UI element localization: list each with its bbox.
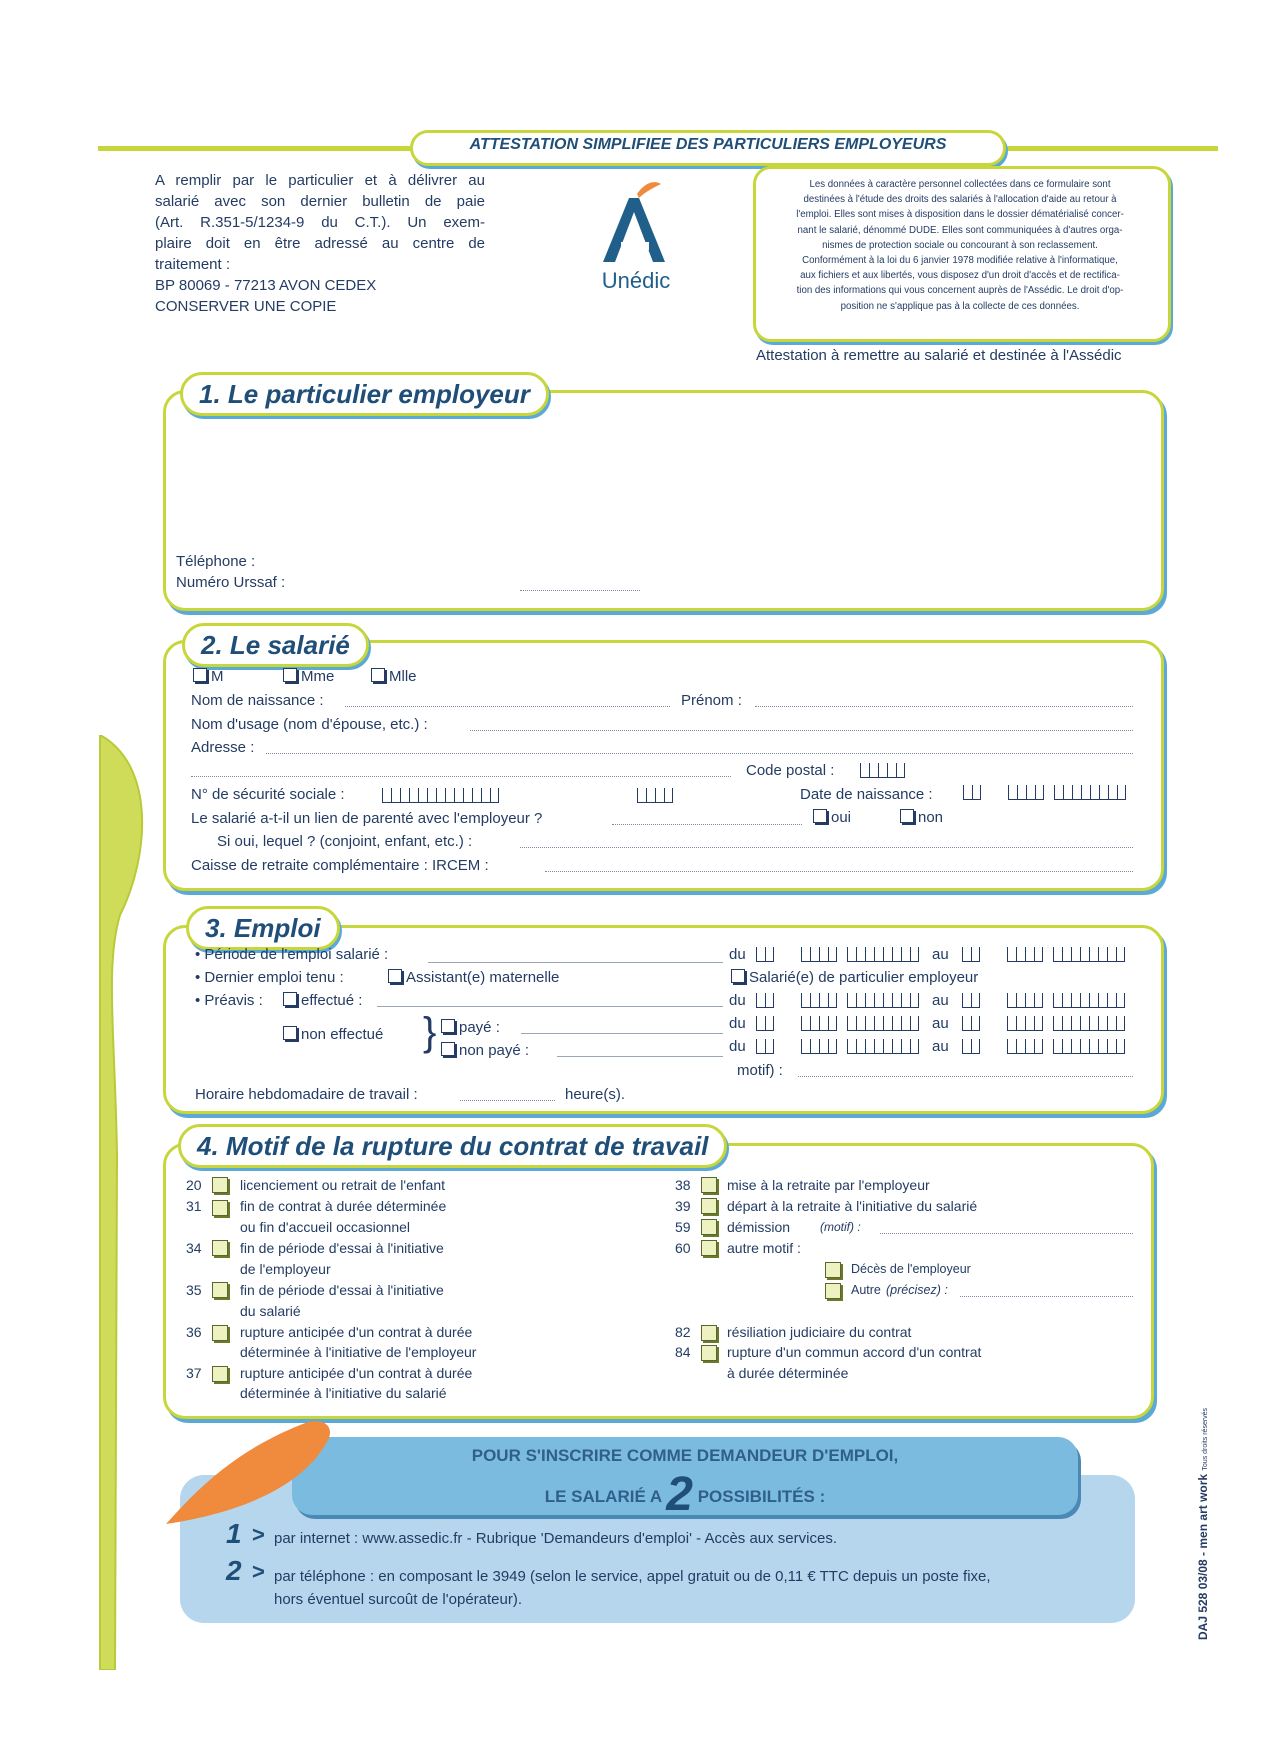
reason-39-label: départ à la retraite à l'initiative du salarié xyxy=(727,1198,978,1214)
code-59: 59 xyxy=(675,1219,691,1235)
row4-from: du xyxy=(729,1038,746,1055)
birth-date-day[interactable] xyxy=(963,785,981,800)
row3-from: du xyxy=(729,1015,746,1032)
pension-line xyxy=(545,871,1133,872)
privacy-line: Les données à caractère personnel collectées dans ce formulaire sont xyxy=(809,179,1111,190)
unpaid-from[interactable] xyxy=(756,1039,774,1054)
code-84: 84 xyxy=(675,1344,691,1360)
reason-20-checkbox[interactable] xyxy=(212,1177,228,1193)
reason-34-label-2: de l'employeur xyxy=(240,1261,331,1277)
destination-note: Attestation à remettre au salarié et destinée à l'Assédic xyxy=(756,347,1122,364)
notice-done-to[interactable] xyxy=(962,993,980,1008)
notice-paid-line xyxy=(521,1033,723,1034)
side-reference-text: DAJ 528 03/08 - men art work xyxy=(1196,1473,1210,1640)
paid-to[interactable] xyxy=(962,1016,980,1031)
notice-not-done-label: non effectué xyxy=(301,1026,384,1043)
address-line-1 xyxy=(266,753,1133,754)
code-35: 35 xyxy=(186,1282,202,1298)
reason-84-label-2: à durée déterminée xyxy=(727,1365,849,1381)
period-from-day[interactable] xyxy=(756,947,774,962)
checkbox-icon xyxy=(441,1042,455,1056)
reason-37-checkbox[interactable] xyxy=(212,1366,228,1382)
reason-34-checkbox[interactable] xyxy=(212,1240,228,1256)
row3-to: au xyxy=(932,1015,949,1032)
reason-31-label-2: ou fin d'accueil occasionnel xyxy=(240,1219,411,1235)
option-1-number: 1 xyxy=(226,1518,242,1549)
job-option-assistant-label: Assistant(e) maternelle xyxy=(406,969,560,986)
reason-31-label-1: fin de contrat à durée déterminée xyxy=(240,1198,447,1214)
unpaid-from-m[interactable] xyxy=(801,1039,837,1054)
reason-37-label-2: déterminée à l'initiative du salarié xyxy=(240,1385,447,1401)
code-60: 60 xyxy=(675,1240,691,1256)
section-termination-title: 4. Motif de la rupture du contrat de travail xyxy=(178,1124,727,1168)
notice-done-from[interactable] xyxy=(756,993,774,1008)
row4-to: au xyxy=(932,1038,949,1055)
relation-which-label[interactable]: Si oui, lequel ? (conjoint, enfant, etc.) : xyxy=(217,833,473,850)
reason-31-checkbox[interactable] xyxy=(212,1200,228,1216)
instruction-line: plaire doit en être adressé au centre de xyxy=(155,235,485,252)
notice-unpaid-label: non payé : xyxy=(459,1042,530,1059)
weekly-hours-line xyxy=(460,1100,555,1101)
job-option-salarie[interactable] xyxy=(731,969,978,986)
usage-name-line xyxy=(470,730,1133,731)
reason-84-checkbox[interactable] xyxy=(701,1345,717,1361)
privacy-text xyxy=(762,177,1158,314)
reason-38-checkbox[interactable] xyxy=(701,1177,717,1193)
reason-35-label-1: fin de période d'essai à l'initiative xyxy=(240,1282,444,1298)
side-reference xyxy=(1196,1408,1210,1640)
unpaid-to-m[interactable] xyxy=(1007,1039,1043,1054)
instruction-line: traitement : xyxy=(155,256,231,273)
banner-text-b: POSSIBILITÉS : xyxy=(697,1487,826,1506)
relation-yes[interactable] xyxy=(813,809,851,826)
reason-60-label: autre motif : xyxy=(727,1240,801,1256)
period-from-month[interactable] xyxy=(801,947,837,962)
privacy-line: nant le salarié, dénommé DUDE. Elles sont communiquées à d'autres orga- xyxy=(797,224,1123,236)
banner-text-a: LE SALARIÉ A xyxy=(544,1487,662,1506)
notice-paid-label: payé : xyxy=(459,1019,500,1036)
reason-82-label: résiliation judiciaire du contrat xyxy=(727,1324,912,1340)
employer-phone-label[interactable]: Téléphone : xyxy=(176,553,256,570)
civility-mlle[interactable] xyxy=(371,668,417,685)
checkbox-icon xyxy=(388,969,402,983)
period-from: du xyxy=(729,946,746,963)
hours-unit: heure(s). xyxy=(565,1086,626,1103)
privacy-line: Conformément à la loi du 6 janvier 1978 modifiée relative à l'informatique, xyxy=(802,255,1118,267)
relation-which-line xyxy=(520,847,1133,848)
reason-59-motif: (motif) : xyxy=(820,1220,861,1234)
relation-no[interactable] xyxy=(900,809,943,826)
job-option-assistant[interactable] xyxy=(388,969,559,986)
checkbox-icon xyxy=(371,668,385,682)
notice-unpaid-line xyxy=(557,1056,723,1057)
paid-from[interactable] xyxy=(756,1016,774,1031)
motif-label[interactable]: motif) : xyxy=(737,1062,783,1079)
reason-59-checkbox[interactable] xyxy=(701,1219,717,1235)
checkbox-icon xyxy=(283,668,297,682)
brace-icon: } xyxy=(423,1010,437,1054)
reason-36-checkbox[interactable] xyxy=(212,1325,228,1341)
employer-urssaf-label[interactable]: Numéro Urssaf : xyxy=(176,574,286,591)
code-34: 34 xyxy=(186,1240,202,1256)
notice-done[interactable] xyxy=(283,992,362,1009)
option-1-arrow-icon: > xyxy=(252,1522,265,1547)
logo-text: Unédic xyxy=(601,268,671,293)
postal-code-label[interactable]: Code postal : xyxy=(746,762,835,779)
reason-autre-checkbox[interactable] xyxy=(825,1283,841,1299)
side-rights-text: Tous droits réservés xyxy=(1202,1407,1209,1471)
notice-paid[interactable] xyxy=(441,1019,500,1036)
instruction-line: (Art. R.351-5/1234-9 du C.T.). Un exem- xyxy=(155,214,485,231)
code-20: 20 xyxy=(186,1177,202,1193)
birth-date-label[interactable]: Date de naissance : xyxy=(800,786,933,803)
civility-mme-label: Mme xyxy=(301,668,335,685)
ssn-label[interactable]: N° de sécurité sociale : xyxy=(191,786,345,803)
period-to: au xyxy=(932,946,949,963)
instructions xyxy=(155,170,485,317)
notice-done-label: effectué : xyxy=(301,992,363,1009)
option-1-text: par internet : www.assedic.fr - Rubrique 'Demandeurs d'emploi' - Accès aux services. xyxy=(274,1530,837,1547)
ssn-key-boxes[interactable] xyxy=(637,788,673,803)
privacy-line: nismes de protection sociale ou concourant à son reclassement. xyxy=(822,239,1098,251)
option-2-number: 2 xyxy=(226,1555,242,1586)
instruction-line: A remplir par le particulier et à délivrer au xyxy=(155,172,485,189)
reason-35-checkbox[interactable] xyxy=(212,1282,228,1298)
reason-20-label: licenciement ou retrait de l'enfant xyxy=(240,1177,446,1193)
notice-done-from-m[interactable] xyxy=(801,993,837,1008)
paid-from-y[interactable] xyxy=(847,1016,919,1031)
reason-59-line xyxy=(880,1233,1133,1234)
checkbox-icon xyxy=(283,992,297,1006)
row2-from: du xyxy=(729,992,746,1009)
period-to-day[interactable] xyxy=(962,947,980,962)
civility-m[interactable] xyxy=(193,668,224,685)
address-line-2 xyxy=(191,776,731,777)
birth-date-month[interactable] xyxy=(1008,785,1044,800)
first-name-line xyxy=(755,706,1133,707)
reason-autre-label: Autre xyxy=(851,1283,881,1297)
paid-to-y[interactable] xyxy=(1053,1016,1125,1031)
relation-yes-label: oui xyxy=(831,809,852,826)
relation-no-label: non xyxy=(918,809,944,826)
code-31: 31 xyxy=(186,1198,202,1214)
code-37: 37 xyxy=(186,1365,202,1381)
privacy-line: aux fichiers et aux libertés, vous disposez d'un droit d'accès et de rectifica- xyxy=(800,270,1120,282)
reason-34-label-1: fin de période d'essai à l'initiative xyxy=(240,1240,444,1256)
notice-unpaid[interactable] xyxy=(441,1042,529,1059)
period-from-year[interactable] xyxy=(847,947,919,962)
section-employer xyxy=(163,390,1164,611)
code-36: 36 xyxy=(186,1324,202,1340)
civility-mlle-label: Mlle xyxy=(389,668,417,685)
birth-name-label[interactable]: Nom de naissance : xyxy=(191,692,324,709)
postal-code-boxes[interactable] xyxy=(860,763,905,778)
checkbox-icon xyxy=(813,809,827,823)
section-job-title: 3. Emploi xyxy=(186,906,340,950)
checkbox-icon xyxy=(283,1026,297,1040)
reason-deces-checkbox[interactable] xyxy=(825,1262,841,1278)
privacy-line: position ne s'applique pas à la collecte de ces données. xyxy=(840,300,1080,312)
option-2-arrow-icon: > xyxy=(252,1559,265,1584)
period-to-month[interactable] xyxy=(1007,947,1043,962)
unedic-logo-icon xyxy=(595,180,675,270)
code-82: 82 xyxy=(675,1324,691,1340)
notice-done-line xyxy=(377,1006,723,1007)
section-employee-title: 2. Le salarié xyxy=(182,623,369,667)
motif-line xyxy=(798,1076,1133,1077)
row2-to: au xyxy=(932,992,949,1009)
reason-autre-line xyxy=(960,1296,1133,1297)
reason-39-checkbox[interactable] xyxy=(701,1198,717,1214)
option-2-text-1: par téléphone : en composant le 3949 (selon le service, appel gratuit ou de 0,11 € TTC depuis un poste fixe, xyxy=(274,1568,991,1585)
usage-name-label[interactable]: Nom d'usage (nom d'épouse, etc.) : xyxy=(191,716,428,733)
civility-mme[interactable] xyxy=(283,668,334,685)
keep-copy-note: CONSERVER UNE COPIE xyxy=(155,298,337,315)
checkbox-icon xyxy=(193,668,207,682)
paid-to-m[interactable] xyxy=(1007,1016,1043,1031)
reason-60-checkbox[interactable] xyxy=(701,1240,717,1256)
reason-35-label-2: du salarié xyxy=(240,1303,301,1319)
reason-38-label: mise à la retraite par l'employeur xyxy=(727,1177,930,1193)
reason-deces-label: Décès de l'employeur xyxy=(851,1262,971,1276)
center-address: BP 80069 - 77213 AVON CEDEX xyxy=(155,277,377,294)
checkbox-icon xyxy=(731,969,745,983)
decorative-green-curve xyxy=(95,735,165,1670)
weekly-hours-label[interactable]: Horaire hebdomadaire de travail : xyxy=(195,1086,418,1103)
privacy-line: destinées à l'étude des droits des salariés à l'allocation d'aide au retour à xyxy=(803,194,1117,206)
section-employer-title: 1. Le particulier employeur xyxy=(180,372,549,416)
birth-date-year[interactable] xyxy=(1054,785,1126,800)
notice-done-to-m[interactable] xyxy=(1007,993,1043,1008)
pension-label[interactable]: Caisse de retraite complémentaire : IRCEM : xyxy=(191,857,489,874)
ssn-boxes[interactable] xyxy=(382,788,499,803)
banner-number: 2 xyxy=(666,1468,693,1521)
code-39: 39 xyxy=(675,1198,691,1214)
banner-line-1: POUR S'INSCRIRE COMME DEMANDEUR D'EMPLOI, xyxy=(471,1446,899,1465)
period-line xyxy=(428,962,723,963)
job-option-salarie-label: Salarié(e) de particulier employeur xyxy=(749,969,979,986)
birth-name-line xyxy=(345,706,670,707)
banner-line-2 xyxy=(292,1467,1078,1522)
reason-59-label: démission xyxy=(727,1219,791,1235)
first-name-label[interactable]: Prénom : xyxy=(681,692,742,709)
reason-84-label-1: rupture d'un commun accord d'un contrat xyxy=(727,1344,982,1360)
page-title: ATTESTATION SIMPLIFIEE DES PARTICULIERS EMPLOYEURS xyxy=(469,136,947,153)
period-to-year[interactable] xyxy=(1053,947,1125,962)
code-38: 38 xyxy=(675,1177,691,1193)
relation-line xyxy=(612,824,802,825)
notice-not-done[interactable] xyxy=(283,1026,383,1043)
reason-autre-precisez: (précisez) : xyxy=(886,1283,948,1297)
unpaid-from-y[interactable] xyxy=(847,1039,919,1054)
reason-36-label-2: déterminée à l'initiative de l'employeur xyxy=(240,1344,477,1360)
period-label[interactable]: • Période de l'emploi salarié : xyxy=(195,946,389,963)
last-job-label: • Dernier emploi tenu : xyxy=(195,969,344,986)
unpaid-to[interactable] xyxy=(962,1039,980,1054)
paid-from-m[interactable] xyxy=(801,1016,837,1031)
notice-label: • Préavis : xyxy=(195,992,263,1009)
unpaid-to-y[interactable] xyxy=(1053,1039,1125,1054)
reason-36-label-1: rupture anticipée d'un contrat à durée xyxy=(240,1324,473,1340)
checkbox-icon xyxy=(441,1019,455,1033)
urssaf-dotted-line xyxy=(520,590,640,591)
civility-m-label: M xyxy=(211,668,224,685)
reason-37-label-1: rupture anticipée d'un contrat à durée xyxy=(240,1365,473,1381)
notice-done-to-y[interactable] xyxy=(1053,993,1125,1008)
relation-question: Le salarié a-t-il un lien de parenté avec l'employeur ? xyxy=(191,810,543,827)
privacy-line: l'emploi. Elles sont mises à disposition dans le dossier dématérialisé concer- xyxy=(796,209,1124,221)
instruction-line: salarié avec son dernier bulletin de paie xyxy=(155,193,485,210)
privacy-line: tion des informations qui vous concernent auprès de l'Assédic. Le droit d'op- xyxy=(796,285,1124,297)
reason-82-checkbox[interactable] xyxy=(701,1325,717,1341)
notice-done-from-y[interactable] xyxy=(847,993,919,1008)
address-label[interactable]: Adresse : xyxy=(191,739,255,756)
checkbox-icon xyxy=(900,809,914,823)
option-2-text-2: hors éventuel surcoût de l'opérateur). xyxy=(274,1591,523,1608)
